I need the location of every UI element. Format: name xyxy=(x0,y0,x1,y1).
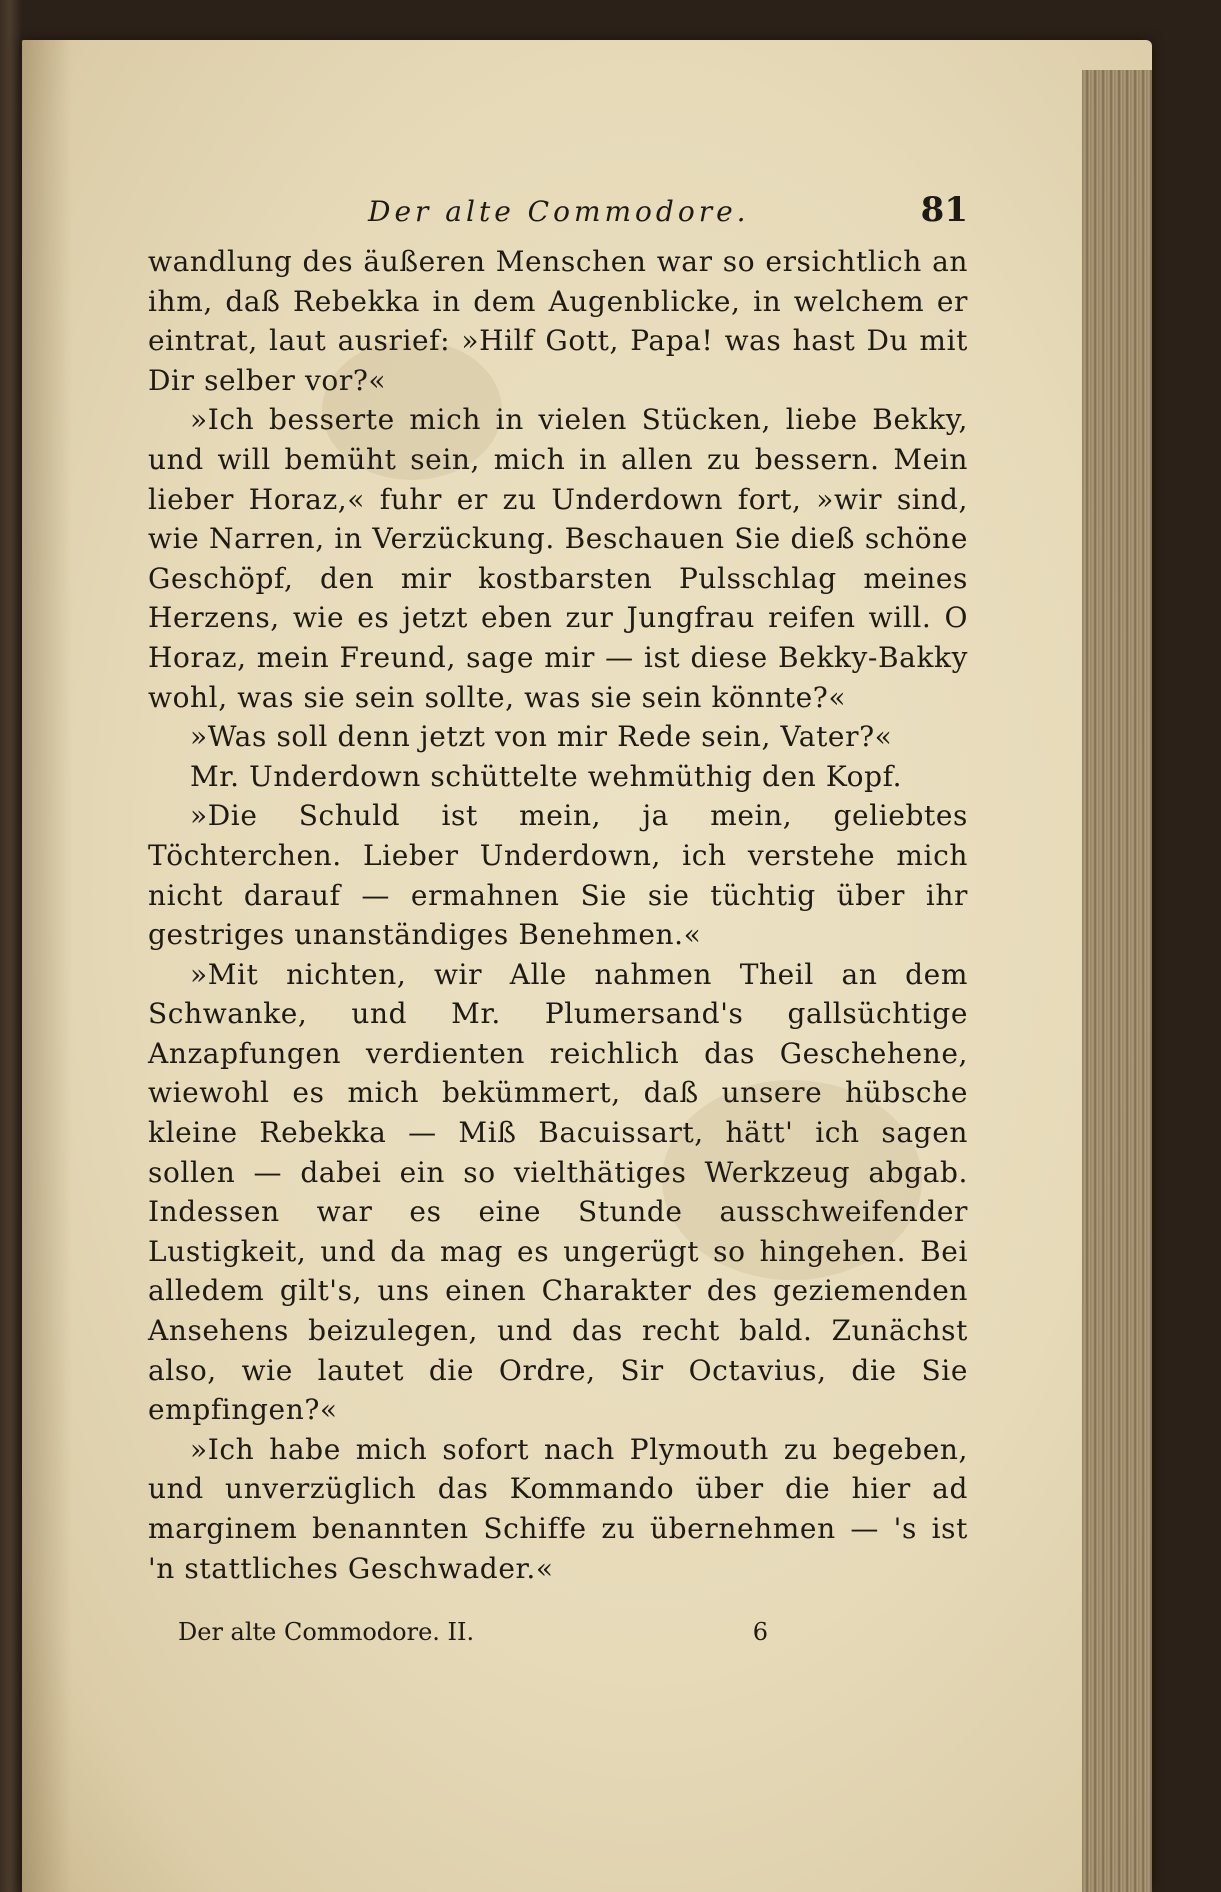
page-footer xyxy=(148,1618,768,1646)
paragraph: »Ich habe mich sofort nach Plymouth zu begeben, und unverzüglich das Kommando über die hier ad marginem benannten Schiffe zu übernehmen — 's ist 'n stattliches Geschwader.« xyxy=(148,1432,968,1585)
running-title: Der alte Commodore. xyxy=(368,195,750,228)
page-gutter-shadow xyxy=(22,40,72,1892)
book-page xyxy=(22,40,1152,1892)
book-edge-pages xyxy=(1082,70,1152,1892)
paragraph: wandlung des äußeren Menschen war so ersichtlich an ihm, daß Rebekka in dem Augenblicke, in welchem er eintrat, laut ausrief: »Hilf Gott, Papa! was hast Du mit Dir selber vor?« xyxy=(148,245,968,397)
text-block xyxy=(148,190,968,1646)
paragraph: Mr. Underdown schüttelte wehmüthig den Kopf. xyxy=(190,759,903,793)
sheet-number: 6 xyxy=(752,1618,768,1647)
footer-signature: Der alte Commodore. II. xyxy=(178,1618,475,1647)
page-number: 81 xyxy=(920,190,968,230)
paragraph: »Die Schuld ist mein, ja mein, geliebtes Töchterchen. Lieber Underdown, ich verstehe mich nicht darauf — ermahnen Sie sie tüchtig über ihr gestriges unanständiges Benehmen.« xyxy=(148,799,968,952)
running-header xyxy=(368,190,968,242)
paragraph: »Was soll denn jetzt von mir Rede sein, Vater?« xyxy=(190,720,893,754)
paragraph: »Mit nichten, wir Alle nahmen Theil an dem Schwanke, und Mr. Plumersand's gallsüchtige Anzapfungen verdienten reichlich das Geschehene, wiewohl es mich bekümmert, daß unsere hübsche kleine Rebekka — Miß Bacuissart, hätt' ich sagen sollen — dabei ein so vielthätiges Werkzeug abgab. Indessen war es eine Stunde ausschweifender Lustigkeit, und da mag es ungerügt so hingehen. Bei alledem gilt's, uns einen Charakter des geziemenden Ansehens beizulegen, und das recht bald. Zunächst also, wie lautet die Ordre, Sir Octavius, die Sie empfingen?« xyxy=(148,957,968,1427)
paragraph: »Ich besserte mich in vielen Stücken, liebe Bekky, und will bemüht sein, mich in allen zu bessern. Mein lieber Horaz,« fuhr er zu Underdown fort, »wir sind, wie Narren, in Verzückung. Beschauen Sie dieß schöne Geschöpf, den mir kostbarsten Pulsschlag meines Herzens, wie es jetzt eben zur Jungfrau reifen will. O Horaz, mein Freund, sage mir — ist diese Bekky-Bakky wohl, was sie sein sollte, was sie sein könnte?« xyxy=(148,403,968,714)
